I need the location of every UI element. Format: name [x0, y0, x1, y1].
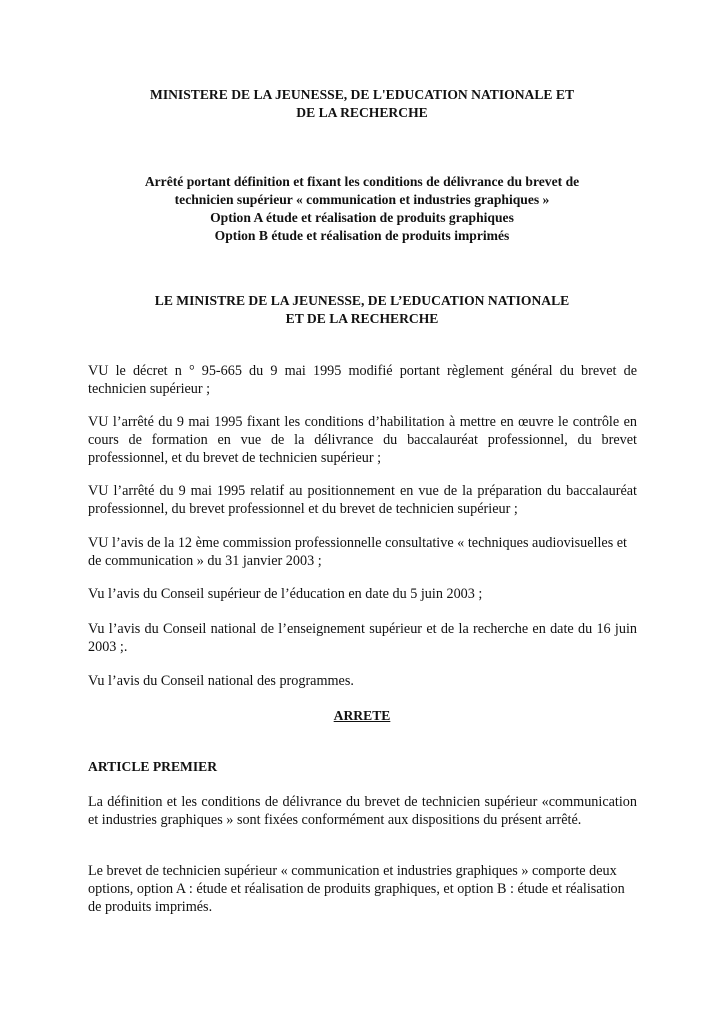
visa-paragraph: VU le décret n ° 95-665 du 9 mai 1995 modifié portant règlement général du brevet de technicien supérieur ;	[88, 363, 637, 397]
visa-paragraph: VU l’arrêté du 9 mai 1995 relatif au positionnement en vue de la préparation du baccalauréat professionnel, du brevet professionnel et du brevet de technicien supérieur ;	[88, 483, 637, 517]
decree-option-b: Option B étude et réalisation de produits imprimés	[214, 228, 510, 243]
minister-heading	[88, 292, 636, 328]
arrete-heading: ARRETE	[333, 708, 391, 723]
article-paragraph: La définition et les conditions de délivrance du brevet de technicien supérieur «communication et industries graphiques » sont fixées conformément aux dispositions du présent arrêté.	[88, 794, 637, 828]
visa-paragraph: Vu l’avis du Conseil national de l’enseignement supérieur et de la recherche en date du 16 juin 2003 ;.	[88, 621, 637, 655]
article-paragraph: Le brevet de technicien supérieur « communication et industries graphiques » comporte deux options, option A : étude et réalisation de produits graphiques, et option B : étude et réalisation de produits imprimés.	[88, 863, 625, 915]
decree-option-a: Option A étude et réalisation de produits graphiques	[210, 210, 514, 225]
ministry-header-line: MINISTERE DE LA JEUNESSE, DE L'EDUCATION NATIONALE ET	[149, 87, 575, 102]
decree-title-line: technicien supérieur « communication et industries graphiques »	[174, 192, 550, 207]
ministry-header	[88, 86, 636, 122]
visa-paragraph: VU l’avis de la 12 ème commission professionnelle consultative « techniques audiovisuelles et de communication » du 31 janvier 2003 ;	[88, 535, 628, 569]
visa-paragraph: VU l’arrêté du 9 mai 1995 fixant les conditions d’habilitation à mettre en œuvre le contrôle en cours de formation en vue de la délivrance du baccalauréat professionnel, du brevet professionnel, et du brevet de technicien supérieur ;	[88, 414, 637, 466]
visa-paragraph: Vu l’avis du Conseil supérieur de l’éducation en date du 5 juin 2003 ;	[88, 586, 483, 602]
minister-heading-line: LE MINISTRE DE LA JEUNESSE, DE L’EDUCATION NATIONALE	[154, 293, 570, 308]
minister-heading-line: ET DE LA RECHERCHE	[285, 311, 439, 326]
decree-title	[88, 173, 636, 245]
ministry-header-line: DE LA RECHERCHE	[296, 105, 428, 120]
decree-title-line: Arrêté portant définition et fixant les conditions de délivrance du brevet de	[144, 174, 580, 189]
article-heading: ARTICLE PREMIER	[88, 759, 218, 774]
visa-paragraph: Vu l’avis du Conseil national des programmes.	[88, 673, 354, 689]
